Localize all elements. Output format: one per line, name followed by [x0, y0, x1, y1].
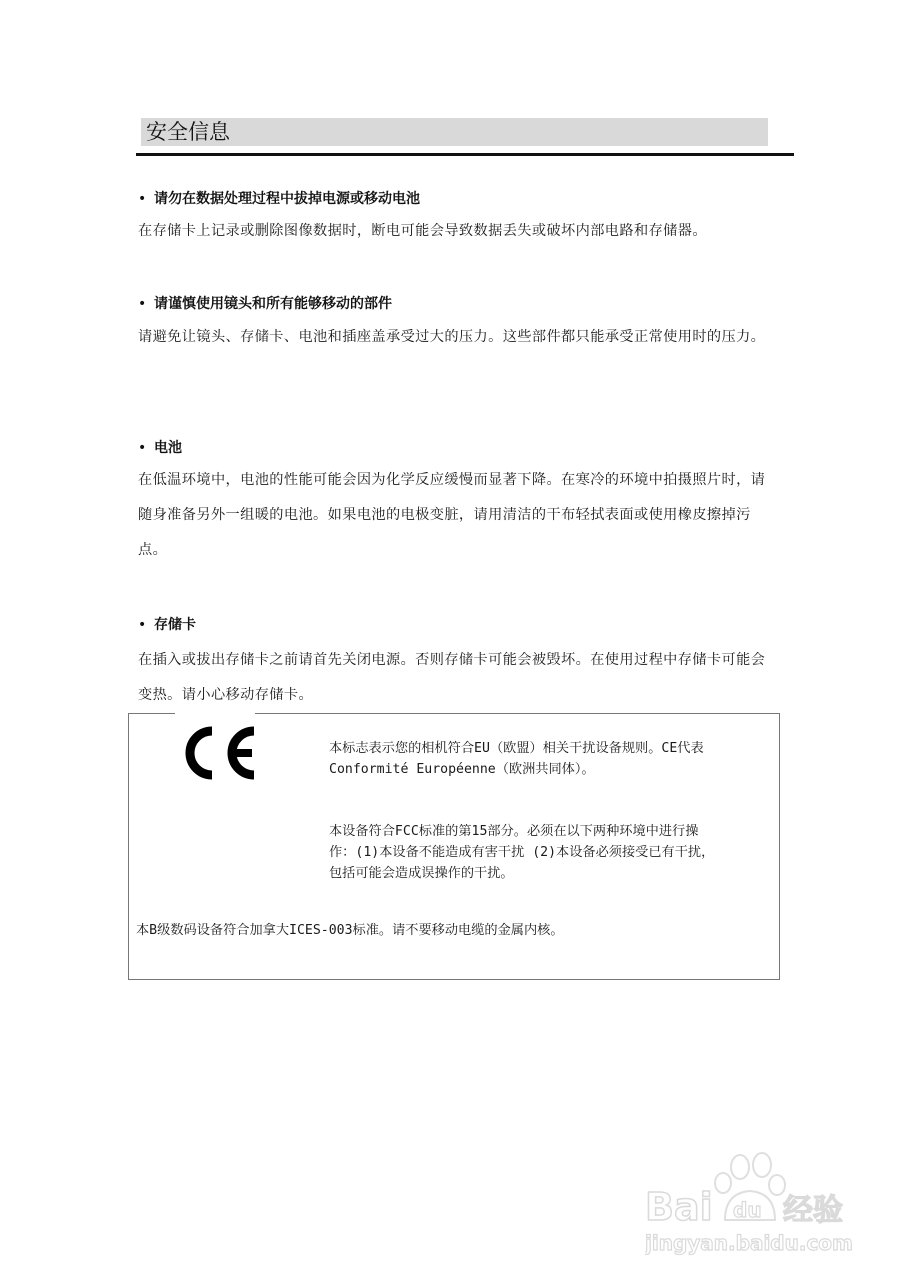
bullet-icon: • — [138, 617, 147, 633]
ce-description — [329, 738, 779, 780]
section-body-lens: 请避免让镜头、存储卡、电池和插座盖承受过大的压力。这些部件都只能承受正常使用时的压力。 — [138, 329, 766, 345]
section-title-memory-card — [138, 615, 196, 635]
bullet-icon: • — [138, 296, 147, 312]
svg-text:jingyan.baidu.com: jingyan.baidu.com — [645, 1231, 853, 1255]
heading-divider — [136, 153, 794, 156]
section-body-memory-card: 在插入或拔出存储卡之前请首先关闭电源。否则存储卡可能会被毁坏。在使用过程中存储卡可能会变热。请小心移动存储卡。 — [138, 652, 766, 703]
section-body-power: 在存储卡上记录或删除图像数据时，断电可能会导致数据丢失或破坏内部电路和存储器。 — [138, 223, 707, 239]
section-body-battery: 在低温环境中，电池的性能可能会因为化学反应缓慢而显著下降。在寒冷的环境中拍摄照片时，请随身准备另外一组暖的电池。如果电池的电极变脏，请用清洁的干布轻拭表面或使用橡皮擦掉污点。 — [138, 472, 766, 558]
box-border-gap — [175, 711, 255, 715]
heading-background — [141, 118, 768, 146]
fcc-description-line2: 作：(1)本设备不能造成有害干扰 (2)本设备必须接受已有干扰， — [329, 845, 715, 860]
bullet-icon: • — [138, 191, 147, 207]
fcc-description-line1: 本设备符合FCC标准的第15部分。必须在以下两种环境中进行操 — [329, 824, 699, 839]
bullet-icon: • — [138, 440, 147, 456]
svg-text:du: du — [733, 1198, 762, 1222]
ce-description-line1: 本标志表示您的相机符合EU（欧盟）相关干扰设备规则。CE代表 — [329, 741, 704, 756]
section-title-power — [138, 189, 420, 209]
ce-mark-icon — [176, 718, 262, 788]
baidu-jingyan-watermark — [645, 1145, 885, 1265]
ce-mark-svg — [176, 723, 262, 783]
section-title-text: 存储卡 — [154, 617, 196, 633]
section-title-lens — [138, 294, 392, 314]
fcc-description — [329, 821, 779, 884]
page-title: 安全信息 — [146, 120, 230, 144]
baidu-paw-icon — [645, 1145, 885, 1265]
section-title-battery — [138, 438, 182, 458]
section-title-text: 电池 — [154, 440, 182, 456]
ce-description-line2: Conformité Européenne（欧洲共同体）。 — [329, 762, 595, 777]
svg-text:经验: 经验 — [783, 1193, 843, 1228]
fcc-description-line3: 包括可能会造成误操作的干扰。 — [329, 866, 514, 881]
svg-text:Bai: Bai — [645, 1185, 713, 1229]
section-title-text: 请勿在数据处理过程中拔掉电源或移动电池 — [154, 191, 420, 207]
section-title-text: 请谨慎使用镜头和所有能够移动的部件 — [154, 296, 392, 312]
ices-description: 本B级数码设备符合加拿大ICES-003标准。请不要移动电缆的金属内核。 — [136, 923, 564, 938]
